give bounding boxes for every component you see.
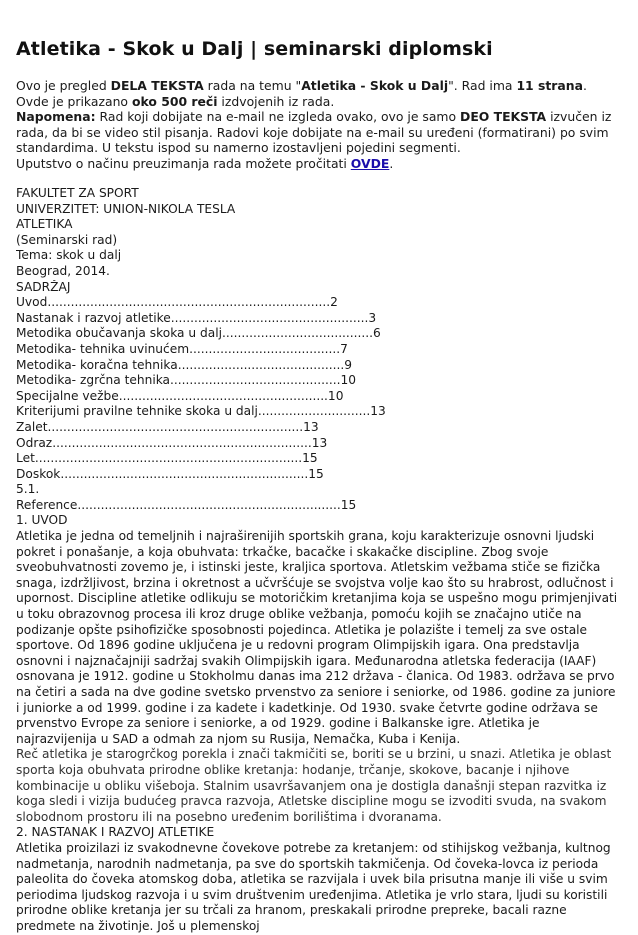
intro-text: izvučen iz rada, da bi se video stil pisanja. Radovi koje dobijate na e-mail su uređeni (formatirani) po svim standardima. U tekstu ispod su namerno izostavljeni pojedini segmenti.: [16, 109, 612, 155]
text-line: UNIVERZITET: UNION-NIKOLA TESLA: [16, 201, 236, 216]
text-line: Odraz...................................................................13: [16, 435, 328, 450]
text-line: Let.....................................................................15: [16, 451, 318, 466]
text-line: Metodika- koračna tehnika...........................................9: [16, 357, 353, 372]
intro-text: rada na temu ": [203, 78, 302, 93]
text-line: Metodika obučavanja skoka u dalj.......................................6: [16, 326, 381, 341]
text-line: Zalet..................................................................13: [16, 419, 319, 434]
document-page: [16, 38, 622, 935]
text-line: FAKULTET ZA SPORT: [16, 186, 139, 200]
toc-lines: [16, 186, 622, 529]
intro-block: [16, 78, 622, 171]
text-line: Metodika- tehnika uvinućem.......................................7: [16, 341, 348, 356]
text-line: (Seminarski rad): [16, 232, 118, 247]
text-line: Kriterijumi pravilne tehnike skoka u dalj.............................13: [16, 404, 386, 419]
text-line: Doskok................................................................15: [16, 466, 324, 481]
text-line: Reference....................................................................15: [16, 497, 357, 512]
paragraph-rec-atletika: Reč atletika je starogrčkog porekla i znači takmičiti se, boriti se u brzini, u snazi. Atletika je oblast sporta koja obuhvata prirodne oblike kretanja: hodanje, trčanje, skokove, bacanje i njihove kombinacije u obliku višeboja. Stalnim usavršavanjem ona je dostigla današnji stepan razvitka iz koga sledi i vizija budućeg pravca razvoja, Atletske discipline mogu se izvoditi svuda, na svakom slobodnom prostoru ili na posebno uređenim borilištima i dvoranama.: [16, 747, 612, 824]
intro-text: izdvojenih iz rada.: [217, 93, 335, 109]
intro-text: . Ovde je prikazano: [16, 78, 587, 109]
note-label: Napomena:: [16, 109, 96, 124]
document-body: [16, 186, 622, 935]
intro-text: .: [389, 155, 394, 171]
text-line: Metodika- zgrčna tehnika............................................10: [16, 373, 356, 388]
word-count: oko 500 reči: [131, 93, 218, 109]
page-title: Atletika - Skok u Dalj | seminarski diplomski: [16, 38, 493, 60]
intro-text: Uputstvo o načinu preuzimanja rada možete pročitati: [16, 155, 351, 171]
instructions-link[interactable]: OVDE: [350, 155, 390, 171]
spacer: [16, 171, 622, 186]
intro-bold: DELA TEKSTA: [110, 78, 204, 93]
intro-instructions: [16, 156, 622, 172]
text-line: 1. UVOD: [16, 513, 68, 528]
page-count: 11 strana: [516, 78, 583, 93]
intro-bold: DEO TEKSTA: [460, 109, 547, 124]
paragraph-uvod: Atletika je jedna od temeljnih i najraširenijih sportskih grana, koju karakterizuje osnovni ljudski pokret i ponašanje, a koja obuhvata: trkačke, bacačke i skakačke discipline. Zbog svoje sveobuhvatnosti zovemo je, i istinski jeste, kraljica sportova. Atletskim vežbama stiče se fizička snaga, izdržljivost, brzina i okretnost a učvršćuje se svojstva volje kao što su hrabrost, odlučnost i upornost. Discipline atletike odlikuju se motoričkim kretanjima koja se uspešno mogu primjenjivati u toku obrazovnog procesa ili kroz druge oblike vežbanja, pomoću kojih se značajno utiče na podizanje opšte psihofizičke sposobnosti pojedinca. Atletika je polazište i temelj za sve ostale sportove. Od 1896 godine uključena je u redovni program Olimpijskih igara. Ona predstavlja osnovni i najznačajniji sadržaj svakih Olimpijskih igara. Međunarodna atletska federacija (IAAF) osnovana je 1912. godine u Stokholmu danas ima 212 država - članica. Od 1983. održava se prvo na četiri a sada na dve godine svetsko prvenstvo za seniore i seniorke, od 1986. godine za juniore i juniorke a od 1999. godine i za kadete i kadetkinje. Od 1930. svake četvrte godine održava se prvenstvo Evrope za seniore i seniorke, a od 1929. godine i Balkanske igre. Atletika je najrazvijenija u SAD a odmah za njom su Rusija, Nemačka, Kuba i Kenija.: [16, 529, 618, 746]
paragraph-nastanak: Atletika proizilazi iz svakodnevne čovekove potrebe za kretanjem: od stihijskog vežbanja, kultnog nadmetanja, narodnih nadmetanja, pa sve do sportskih takmičenja. Od čoveka-lovca iz perioda paleolita do čoveka atomskog doba, atletika se razvijala i uvek bila prisutna manje ili više u svim periodima ljudskog razvoja i u svim društvenim uređenjima. Atletika je vrlo stara, ljudi su koristili prirodne oblike kretanja jer su trčali za hranom, preskakali prirodne prepreke, bacali razne predmete na životinje. Još u plemenskoj: [16, 840, 611, 933]
text-line: Tema: skok u dalj: [16, 248, 122, 263]
text-line: ATLETIKA: [16, 217, 73, 232]
intro-bold: Atletika - Skok u Dalj: [301, 78, 449, 93]
intro-text: Ovo je pregled: [16, 78, 111, 93]
text-line: Beograd, 2014.: [16, 263, 110, 278]
text-line: Specijalne vežbe......................................................10: [16, 388, 344, 403]
text-line: 5.1.: [16, 482, 40, 497]
section-heading: 2. NASTANAK I RAZVOJ ATLETIKE: [16, 825, 215, 840]
text-line: SADRŽAJ: [16, 279, 71, 294]
intro-note: [16, 109, 622, 156]
intro-summary: [16, 78, 622, 109]
intro-text: ". Rad ima: [448, 78, 517, 93]
text-line: Nastanak i razvoj atletike...................................................3: [16, 310, 377, 325]
text-line: Uvod.........................................................................2: [16, 295, 338, 310]
intro-text: Rad koji dobijate na e-mail ne izgleda ovako, ovo je samo: [95, 109, 461, 124]
